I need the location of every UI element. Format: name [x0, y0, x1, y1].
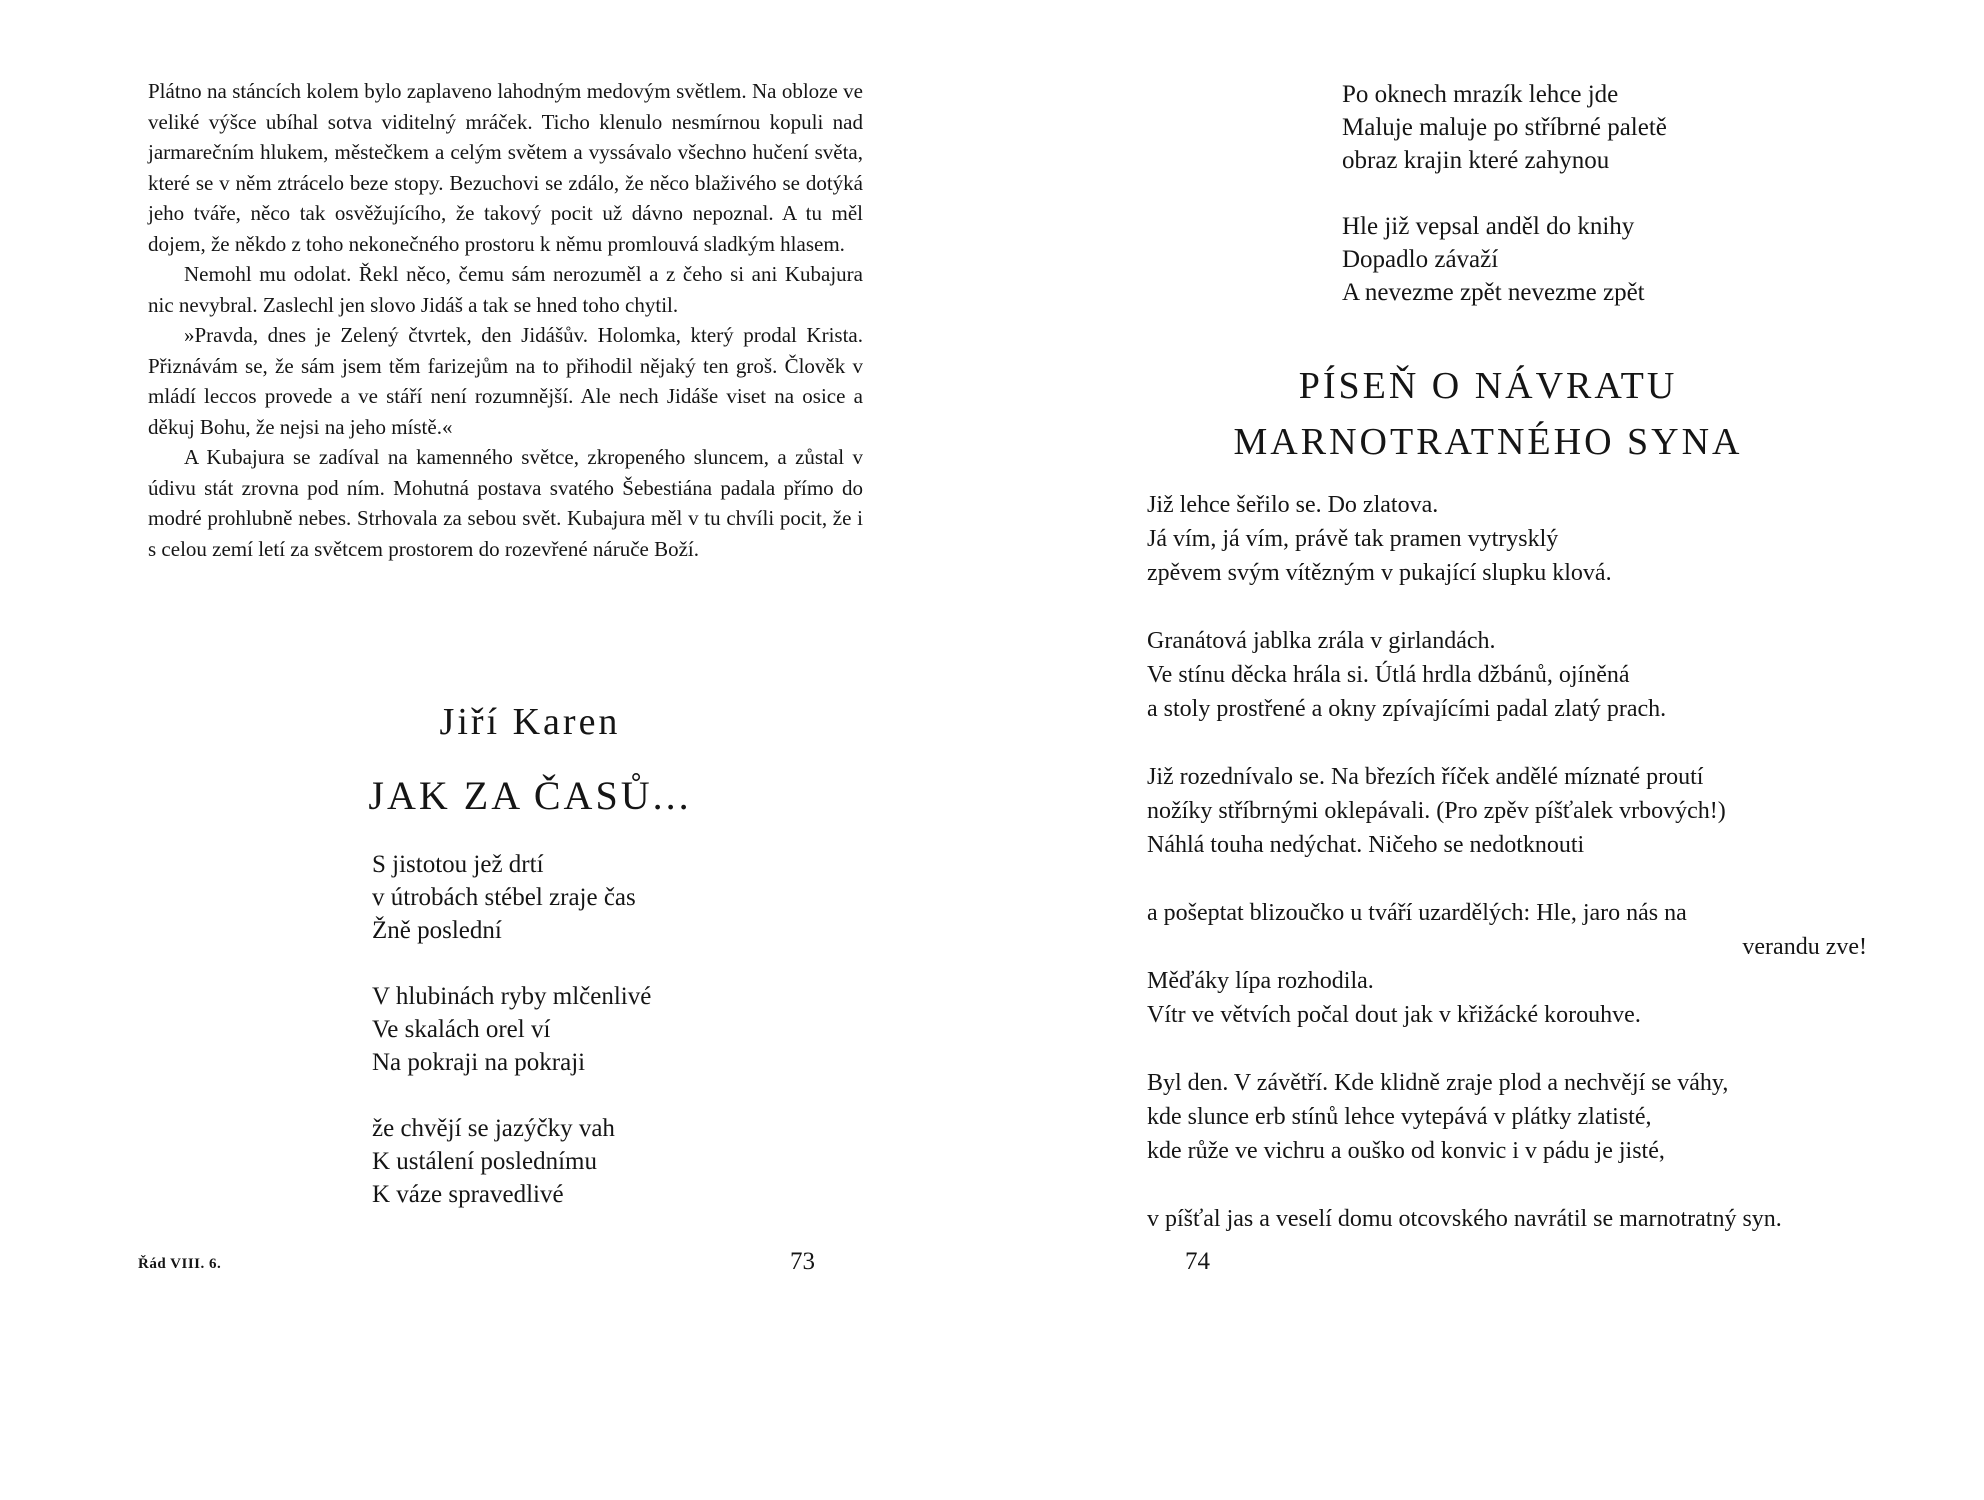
poem-line: a pošeptat blizoučko u tváří uzardělých: Hle, jaro nás na — [1147, 900, 1687, 926]
page-number: 74 — [1185, 1248, 1210, 1275]
poem-stanza — [1147, 624, 1867, 726]
poem-line: A nevezme zpět nevezme zpět — [1342, 279, 1645, 306]
poem-line: Hle již vepsal anděl do knihy — [1342, 213, 1635, 240]
signature-mark: Řád VIII. 6. — [138, 1256, 222, 1272]
poem-line: v útrobách stébel zraje čas — [372, 884, 636, 911]
poem-title-line: MARNOTRATNÉHO SYNA — [1233, 421, 1743, 463]
poem-line: Žně poslední — [372, 917, 502, 944]
poem-line: a stoly prostřené a okny zpívajícími padal zlatý prach. — [1147, 696, 1667, 722]
prose-paragraph: Plátno na stáncích kolem bylo zaplaveno lahodným medovým světlem. Na obloze ve veliké výšce ubíhal sotva viditelný mráček. Ticho klenulo nesmírnou kopuli nad jarmarečním hlukem, městečkem a celým světem a vyssávalo všechno hučení světa, které se v něm ztrácelo beze stopy. Bezuchovi se zdálo, že něco blaživého se dotýká jeho tváře, něco tak osvěžujícího, že takový pocit už dávno nepoznal. A tu měl dojem, že někdo z toho nekonečného prostoru k němu promlouvá sladkým hlasem. — [148, 79, 863, 256]
poem-line: V hlubinách ryby mlčenlivé — [372, 983, 652, 1010]
poem-title-line: PÍSEŇ O NÁVRATU — [1298, 365, 1678, 407]
poem-line: Po oknech mrazík lehce jde — [1342, 81, 1619, 108]
poem-line: že chvějí se jazýčky vah — [372, 1115, 615, 1142]
prose-paragraph: »Pravda, dnes je Zelený čtvrtek, den Jidášův. Holomka, který prodal Krista. Přiznávám se, že sám jsem těm farizejům na to přihodil nějaký ten groš. Člověk v mládí leccos provede a ve stáří není rozumnější. Ale nech Jidáše viset na osice a děkuj Bohu, že nejsi na jeho místě.« — [148, 323, 863, 439]
poem-line: K ustálení poslednímu — [372, 1148, 597, 1175]
poem-line: Granátová jablka zrála v girlandách. — [1147, 628, 1496, 654]
poem-stanza — [1147, 760, 1867, 862]
poem-stanza — [1147, 896, 1867, 1032]
poem-title: JAK ZA ČASŮ... — [368, 773, 692, 818]
prose-paragraph: Nemohl mu odolat. Řekl něco, čemu sám nerozuměl a z čeho si ani Kubajura nic nevybral. Zaslechl jen slovo Jidáš a tak se hned toho chytil. — [148, 262, 863, 317]
author-name: Jiří Karen — [439, 701, 621, 743]
right-page — [992, 0, 1984, 1500]
poem-line: nožíky stříbrnými oklepávali. (Pro zpěv píšťalek vrbových!) — [1147, 798, 1726, 824]
poem-final-line: v píšťal jas a veselí domu otcovského navrátil se marnotratný syn. — [1147, 1206, 1782, 1232]
poem-line: S jistotou jež drtí — [372, 851, 544, 878]
poem-title — [992, 358, 1984, 470]
poem-line: Vítr ve větvích počal dout jak v křižácké korouhve. — [1147, 1002, 1641, 1028]
poem-line: Měďáky lípa rozhodila. — [1147, 968, 1374, 994]
page-number: 73 — [790, 1248, 815, 1275]
poem — [372, 848, 651, 1244]
poem-line: K váze spravedlivé — [372, 1181, 564, 1208]
poem-stanza — [372, 1112, 651, 1211]
poem-line: Na pokraji na pokraji — [372, 1049, 586, 1076]
poem-line: Již rozednívalo se. Na březích říček andělé míznaté proutí — [1147, 764, 1704, 790]
prose-text — [148, 76, 863, 564]
poem-line-continuation: verandu zve! — [1742, 934, 1867, 960]
poem-stanza — [372, 848, 651, 947]
poem-line: Ve stínu děcka hrála si. Útlá hrdla džbánů, ojíněná — [1147, 662, 1630, 688]
poem-line: obraz krajin které zahynou — [1342, 147, 1610, 174]
poem-stanza — [1147, 488, 1867, 590]
prose-paragraph: A Kubajura se zadíval na kamenného světce, zkropeného sluncem, a zůstal v údivu stát zrovna pod ním. Mohutná postava svatého Šebestiána padala přímo do modré prohlubně nebes. Strhovala za sebou svět. Kubajura měl v tu chvíli pocit, že i s celou zemí letí za světcem prostorem do rozevřené náruče Boží. — [148, 445, 863, 561]
poem-stanza — [1342, 78, 1667, 177]
poem-line: Náhlá touha nedýchat. Ničeho se nedotknouti — [1147, 832, 1585, 858]
poem-main — [1147, 488, 1867, 1236]
poem-line: zpěvem svým vítězným v pukající slupku klová. — [1147, 560, 1612, 586]
poem-line: Byl den. V závětří. Kde klidně zraje plod a nechvějí se váhy, — [1147, 1070, 1729, 1096]
poem-stanza — [1342, 210, 1667, 309]
poem-line: Já vím, já vím, právě tak pramen vytrysklý — [1147, 526, 1559, 552]
poem-line: kde růže ve vichru a ouško od konvic i v pádu je jisté, — [1147, 1138, 1665, 1164]
poem-line: Již lehce šeřilo se. Do zlatova. — [1147, 492, 1439, 518]
poem-stanza — [1147, 1066, 1867, 1168]
poem-top — [1342, 78, 1667, 342]
poem-stanza — [372, 980, 651, 1079]
poem-line: kde slunce erb stínů lehce vytepává v plátky zlatisté, — [1147, 1104, 1652, 1130]
poem-line: Ve skalách orel ví — [372, 1016, 551, 1043]
poem-line: Maluje maluje po stříbrné paletě — [1342, 114, 1667, 141]
poem-line: Dopadlo závaží — [1342, 246, 1499, 273]
